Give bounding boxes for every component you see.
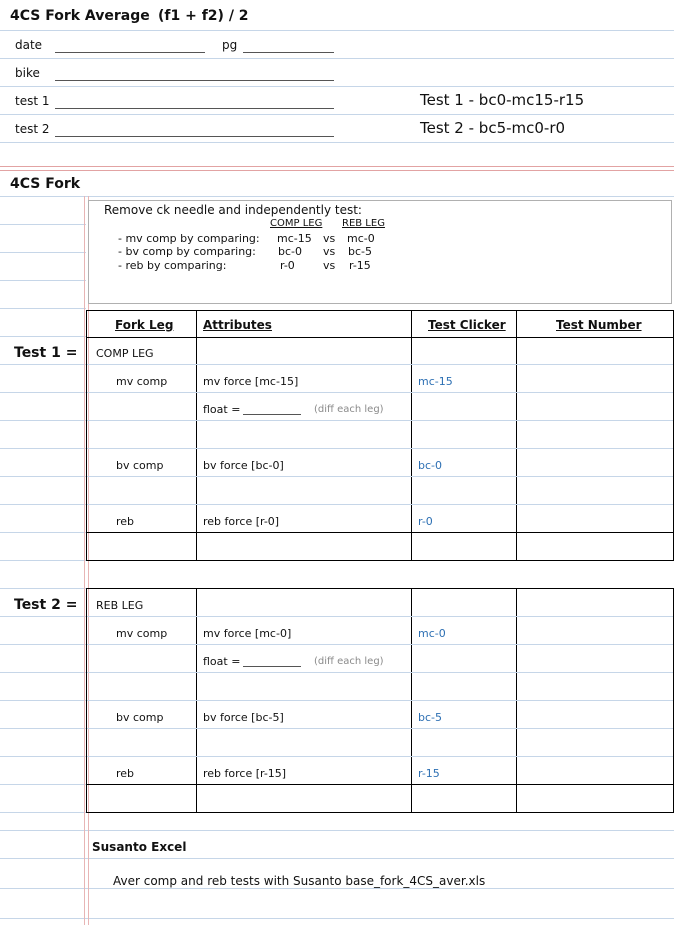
rule-line [0,784,86,785]
test2-label: Test 2 = [14,597,78,613]
table-header-rule [86,337,674,338]
rule-line [0,30,674,31]
comp-leg-col-header: COMP LEG [270,218,323,229]
test2-reb-clicker: r-15 [418,767,440,780]
rule-line [0,700,86,701]
footer-note: Aver comp and reb tests with Susanto base_fork_4CS_aver.xls [113,874,486,888]
test2-bv-comp: bv comp [116,711,164,724]
rule-line [0,756,86,757]
test2-field[interactable] [55,136,334,137]
col-header-test-clicker: Test Clicker [428,318,506,332]
test2-bv-clicker: bc-5 [418,711,442,724]
rule-line [0,448,86,449]
test1-float-label: float = [203,403,241,416]
pg-label: pg [222,38,238,52]
rule-line [0,86,674,87]
bike-field[interactable] [55,80,334,81]
rule-line [87,448,673,449]
test2-reb-force: reb force [r-15] [203,767,287,780]
rule-line [87,700,673,701]
section-divider [0,166,674,167]
instruction-row-reb: r-15 [349,259,371,272]
test2-float-label: float = [203,655,241,668]
rule-line [0,392,86,393]
instruction-row-reb: mc-0 [347,232,375,245]
test2-settings: Test 2 - bc5-mc0-r0 [420,119,566,137]
section-divider [0,170,674,171]
test1-float-field[interactable] [243,414,301,415]
formula: (f1 + f2) / 2 [158,8,249,24]
test1-float-note: (diff each leg) [314,404,384,415]
rule-line [0,196,674,197]
date-label: date [15,38,43,52]
rule-line [0,888,674,889]
rule-line [0,728,86,729]
pg-field[interactable] [243,52,334,53]
rule-line [87,420,673,421]
rule-line [0,616,86,617]
test1-bv-comp: bv comp [116,459,164,472]
col-header-test-number: Test Number [556,318,642,332]
rule-line [0,280,86,281]
instruction-row-label: - mv comp by comparing: [118,232,260,245]
rule-line [0,364,86,365]
test1-settings: Test 1 - bc0-mc15-r15 [420,91,585,109]
section-title: 4CS Fork [10,176,81,192]
test2-label: test 2 [15,122,50,136]
test2-mv-clicker: mc-0 [418,627,446,640]
test2-reb: reb [116,767,135,780]
bike-label: bike [15,66,40,80]
test2-mv-force: mv force [mc-0] [203,627,292,640]
table-column-divider [411,310,412,561]
rule-line [0,142,674,143]
test1-mv-comp: mv comp [116,375,168,388]
test1-label: test 1 [15,94,50,108]
rule-line [0,918,674,919]
table-row-rule [86,784,674,785]
rule-line [0,830,674,831]
instruction-row-reb: bc-5 [348,245,372,258]
test1-bv-clicker: bc-0 [418,459,442,472]
table-column-divider [516,310,517,561]
instruction-row-comp: r-0 [280,259,295,272]
margin-line [84,196,85,925]
test2-float-note: (diff each leg) [314,656,384,667]
rule-line [0,224,86,225]
rule-line [87,756,673,757]
col-header-attributes: Attributes [203,318,272,332]
col-header-fork-leg: Fork Leg [115,318,174,332]
rule-line [0,336,86,337]
rule-line [0,114,674,115]
rule-line [0,504,86,505]
test2-mv-comp: mv comp [116,627,168,640]
test1-mv-force: mv force [mc-15] [203,375,299,388]
rule-line [87,644,673,645]
table-column-divider [196,310,197,561]
rule-line [0,58,674,59]
rule-line [0,858,674,859]
test1-mv-clicker: mc-15 [418,375,453,388]
table-row-rule [86,532,674,533]
rule-line [87,392,673,393]
rule-line [87,476,673,477]
instruction-row-vs: vs [323,232,336,245]
test1-reb-force: reb force [r-0] [203,515,280,528]
rule-line [0,308,86,309]
test1-field[interactable] [55,108,334,109]
rule-line [87,364,673,365]
rule-line [87,616,673,617]
test2-bv-force: bv force [bc-5] [203,711,284,724]
instruction-row-vs: vs [323,259,336,272]
instruction-row-label: - reb by comparing: [118,259,227,272]
rule-line [87,672,673,673]
test2-float-field[interactable] [243,666,301,667]
test1-bv-force: bv force [bc-0] [203,459,284,472]
rule-line [87,728,673,729]
test1-table [86,310,674,561]
instruction-row-label: - bv comp by comparing: [118,245,256,258]
instruction-row-comp: mc-15 [277,232,312,245]
instruction-row-comp: bc-0 [278,245,302,258]
rule-line [0,420,86,421]
rule-line [0,644,86,645]
page-title: 4CS Fork Average [10,8,150,24]
rule-line [0,476,86,477]
rule-line [0,252,86,253]
rule-line [0,672,86,673]
instruction-row-vs: vs [323,245,336,258]
rule-line [87,504,673,505]
test2-leg: REB LEG [96,599,144,612]
rule-line [0,532,86,533]
footer-title: Susanto Excel [92,840,187,854]
test1-reb-clicker: r-0 [418,515,433,528]
test1-label: Test 1 = [14,345,78,361]
test1-reb: reb [116,515,135,528]
instruction-intro: Remove ck needle and independently test: [104,203,362,217]
test1-leg: COMP LEG [96,347,154,360]
date-field[interactable] [55,52,205,53]
reb-leg-col-header: REB LEG [342,218,385,229]
